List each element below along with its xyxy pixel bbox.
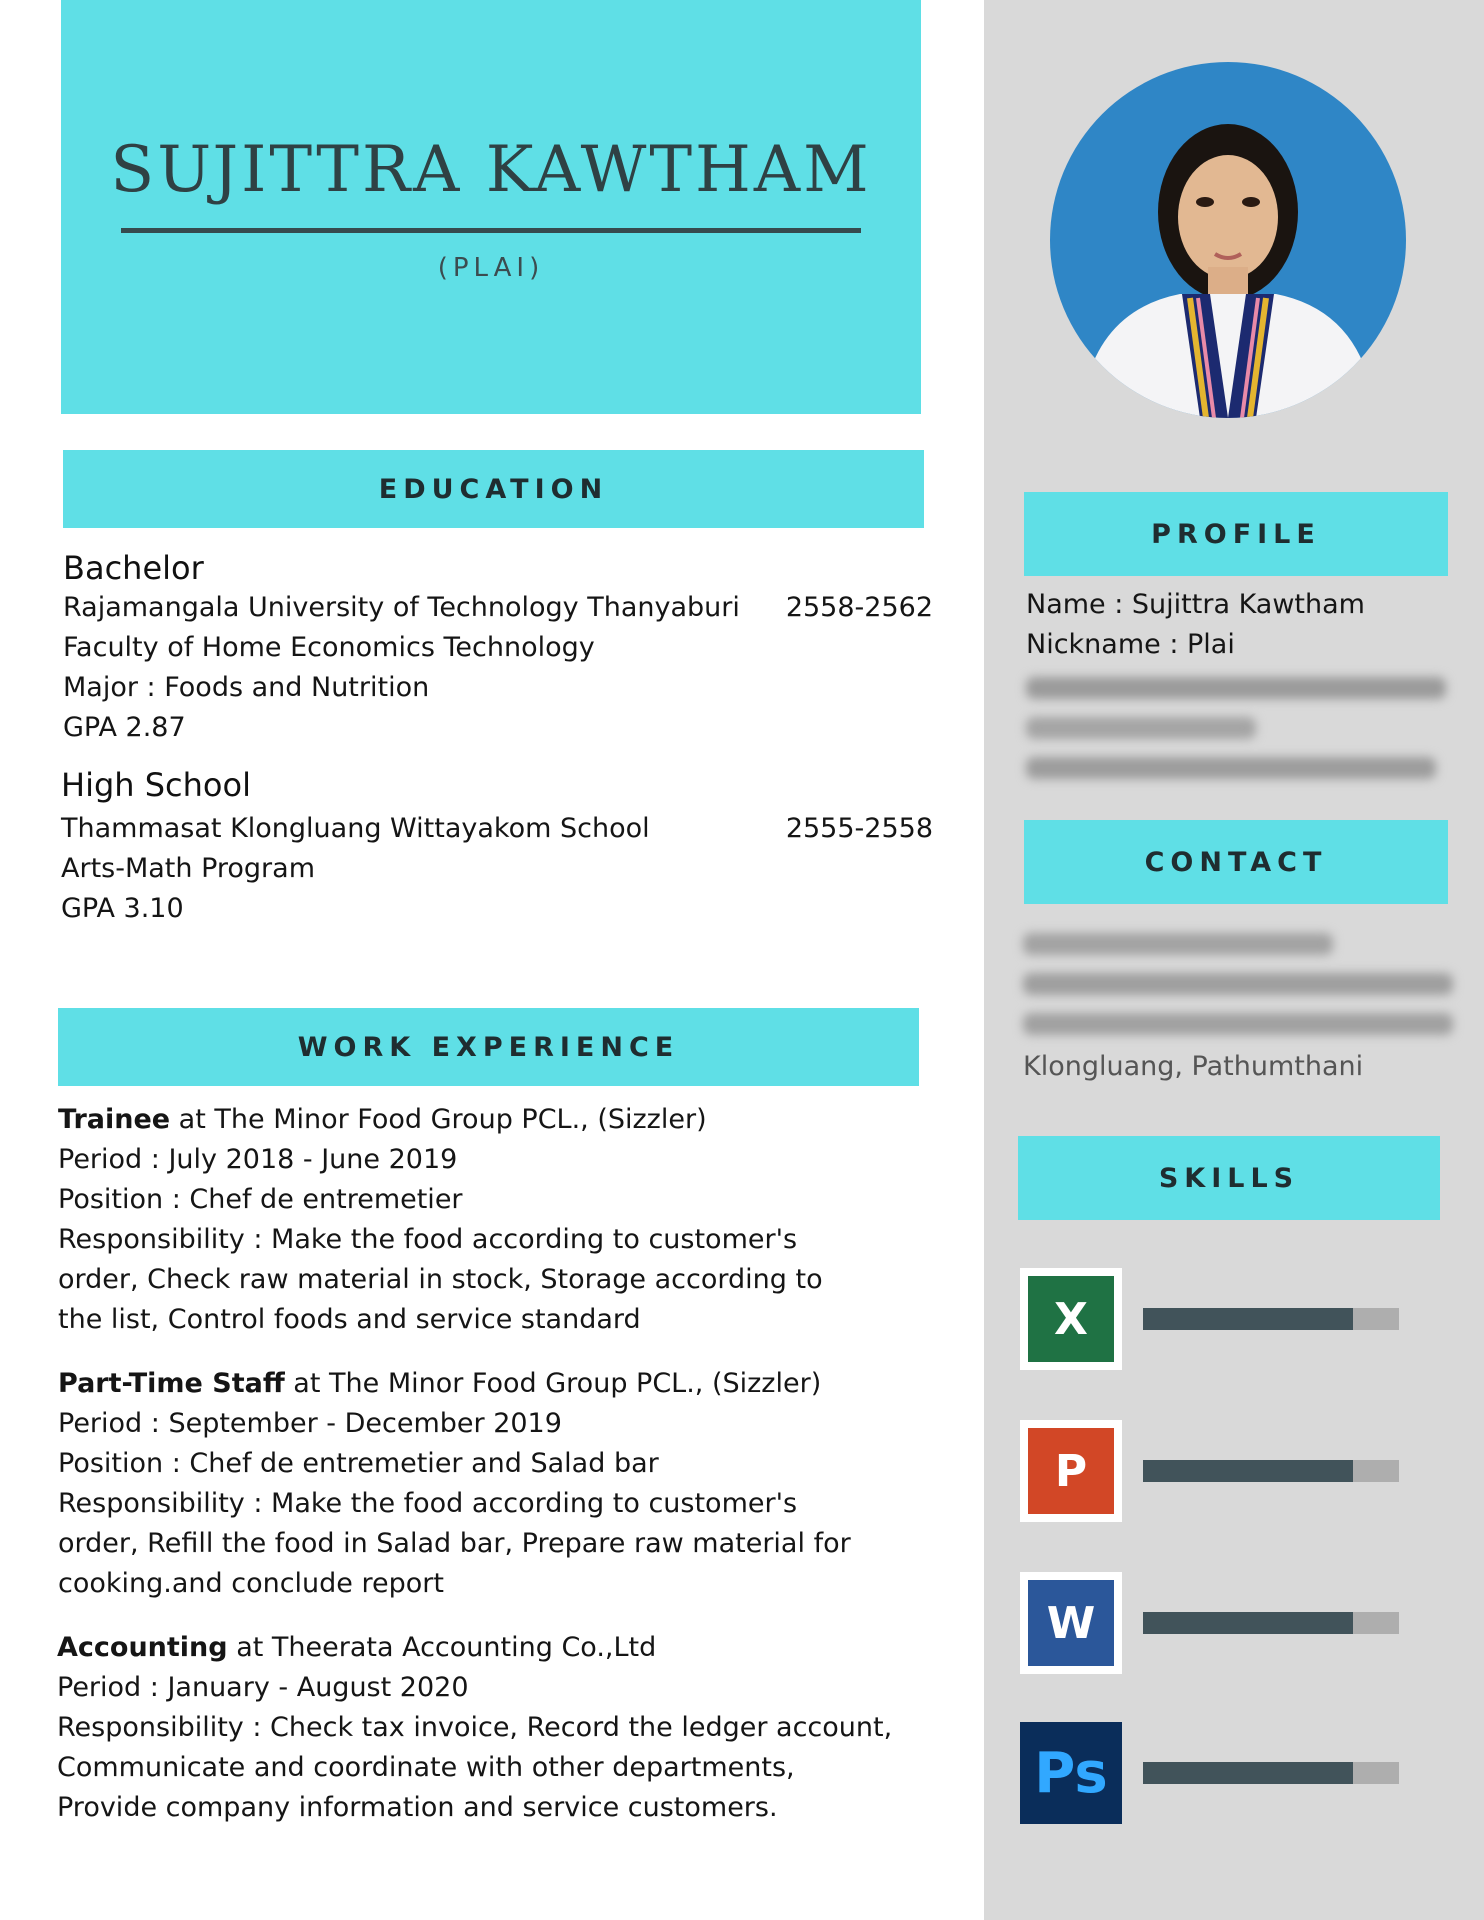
- skill-icon-glyph: X: [1028, 1276, 1114, 1362]
- job-role: Accounting: [57, 1632, 228, 1663]
- skill-level-fill: [1143, 1460, 1353, 1482]
- job-line: cooking.and conclude report: [58, 1568, 444, 1599]
- high-school-heading: High School: [61, 766, 251, 804]
- excel-icon: [1020, 1268, 1122, 1370]
- job-line: Responsibility : Check tax invoice, Record the ledger account,: [57, 1712, 893, 1743]
- profile-redacted: [1026, 677, 1466, 779]
- job-line: order, Check raw material in stock, Storage according to: [58, 1264, 823, 1295]
- education-high-school: [61, 765, 933, 929]
- education-bachelor: [63, 548, 933, 748]
- work-job-1: [58, 1100, 958, 1340]
- bachelor-major: Major : Foods and Nutrition: [63, 672, 430, 703]
- bachelor-university: Rajamangala University of Technology Thanyaburi: [63, 592, 740, 623]
- education-heading: EDUCATION: [63, 450, 924, 528]
- job-line: Provide company information and service customers.: [57, 1792, 778, 1823]
- job-company: at Theerata Accounting Co.,Ltd: [227, 1632, 657, 1663]
- job-role: Part-Time Staff: [58, 1368, 285, 1399]
- high-school-years: 2555-2558: [785, 813, 933, 844]
- profile-heading: PROFILE: [1024, 492, 1448, 576]
- skill-level-fill: [1143, 1308, 1353, 1330]
- bachelor-gpa: GPA 2.87: [63, 712, 186, 743]
- job-line: Responsibility : Make the food according to customer's: [58, 1224, 798, 1255]
- job-line: the list, Control foods and service standard: [58, 1304, 641, 1335]
- high-school-program: Arts-Math Program: [61, 853, 316, 884]
- work-job-3: [57, 1628, 967, 1828]
- job-company: at The Minor Food Group PCL., (Sizzler): [284, 1368, 822, 1399]
- job-line: Period : January - August 2020: [57, 1672, 469, 1703]
- job-line: Position : Chef de entremetier: [58, 1184, 463, 1215]
- job-line: Communicate and coordinate with other departments,: [57, 1752, 795, 1783]
- contact-address-tail: Klongluang, Pathumthani: [1023, 1051, 1364, 1082]
- job-line: order, Refill the food in Salad bar, Prepare raw material for: [58, 1528, 851, 1559]
- contact-heading: CONTACT: [1024, 820, 1448, 904]
- high-school-name: Thammasat Klongluang Wittayakom School: [61, 813, 650, 844]
- word-icon: [1020, 1572, 1122, 1674]
- name-divider: [121, 228, 861, 233]
- skill-level-fill: [1143, 1612, 1353, 1634]
- skill-icon-glyph: W: [1028, 1580, 1114, 1666]
- skill-level-bar: [1143, 1308, 1399, 1330]
- contact-redacted: [1023, 933, 1463, 1035]
- skill-level-fill: [1143, 1762, 1353, 1784]
- skill-level-bar: [1143, 1612, 1399, 1634]
- job-role: Trainee: [58, 1104, 171, 1135]
- nickname: (PLAI): [437, 253, 545, 283]
- powerpoint-icon: [1020, 1420, 1122, 1522]
- skills-heading: SKILLS: [1018, 1136, 1440, 1220]
- work-job-2: [58, 1364, 958, 1604]
- work-experience-heading: WORK EXPERIENCE: [58, 1008, 919, 1086]
- header-banner: [61, 0, 921, 414]
- job-line: Period : July 2018 - June 2019: [58, 1144, 458, 1175]
- job-line: Position : Chef de entremetier and Salad bar: [58, 1448, 659, 1479]
- profile-details: [1026, 585, 1466, 779]
- job-line: Period : September - December 2019: [58, 1408, 562, 1439]
- bachelor-faculty: Faculty of Home Economics Technology: [63, 632, 595, 663]
- skill-level-bar: [1143, 1762, 1399, 1784]
- bachelor-years: 2558-2562: [785, 592, 933, 623]
- profile-nickname: Nickname : Plai: [1026, 629, 1235, 660]
- high-school-gpa: GPA 3.10: [61, 893, 184, 924]
- skill-level-bar: [1143, 1460, 1399, 1482]
- full-name: SUJITTRA KAWTHAM: [110, 133, 872, 207]
- skill-icon-glyph: P: [1028, 1428, 1114, 1514]
- profile-name: Name : Sujittra Kawtham: [1026, 589, 1365, 620]
- profile-photo: [1050, 62, 1406, 418]
- bachelor-heading: Bachelor: [63, 549, 204, 587]
- photoshop-icon: [1020, 1722, 1122, 1824]
- job-company: at The Minor Food Group PCL., (Sizzler): [170, 1104, 707, 1135]
- contact-details: [1023, 925, 1463, 1087]
- skill-icon-glyph: Ps: [1034, 1740, 1108, 1806]
- job-line: Responsibility : Make the food according to customer's: [58, 1488, 798, 1519]
